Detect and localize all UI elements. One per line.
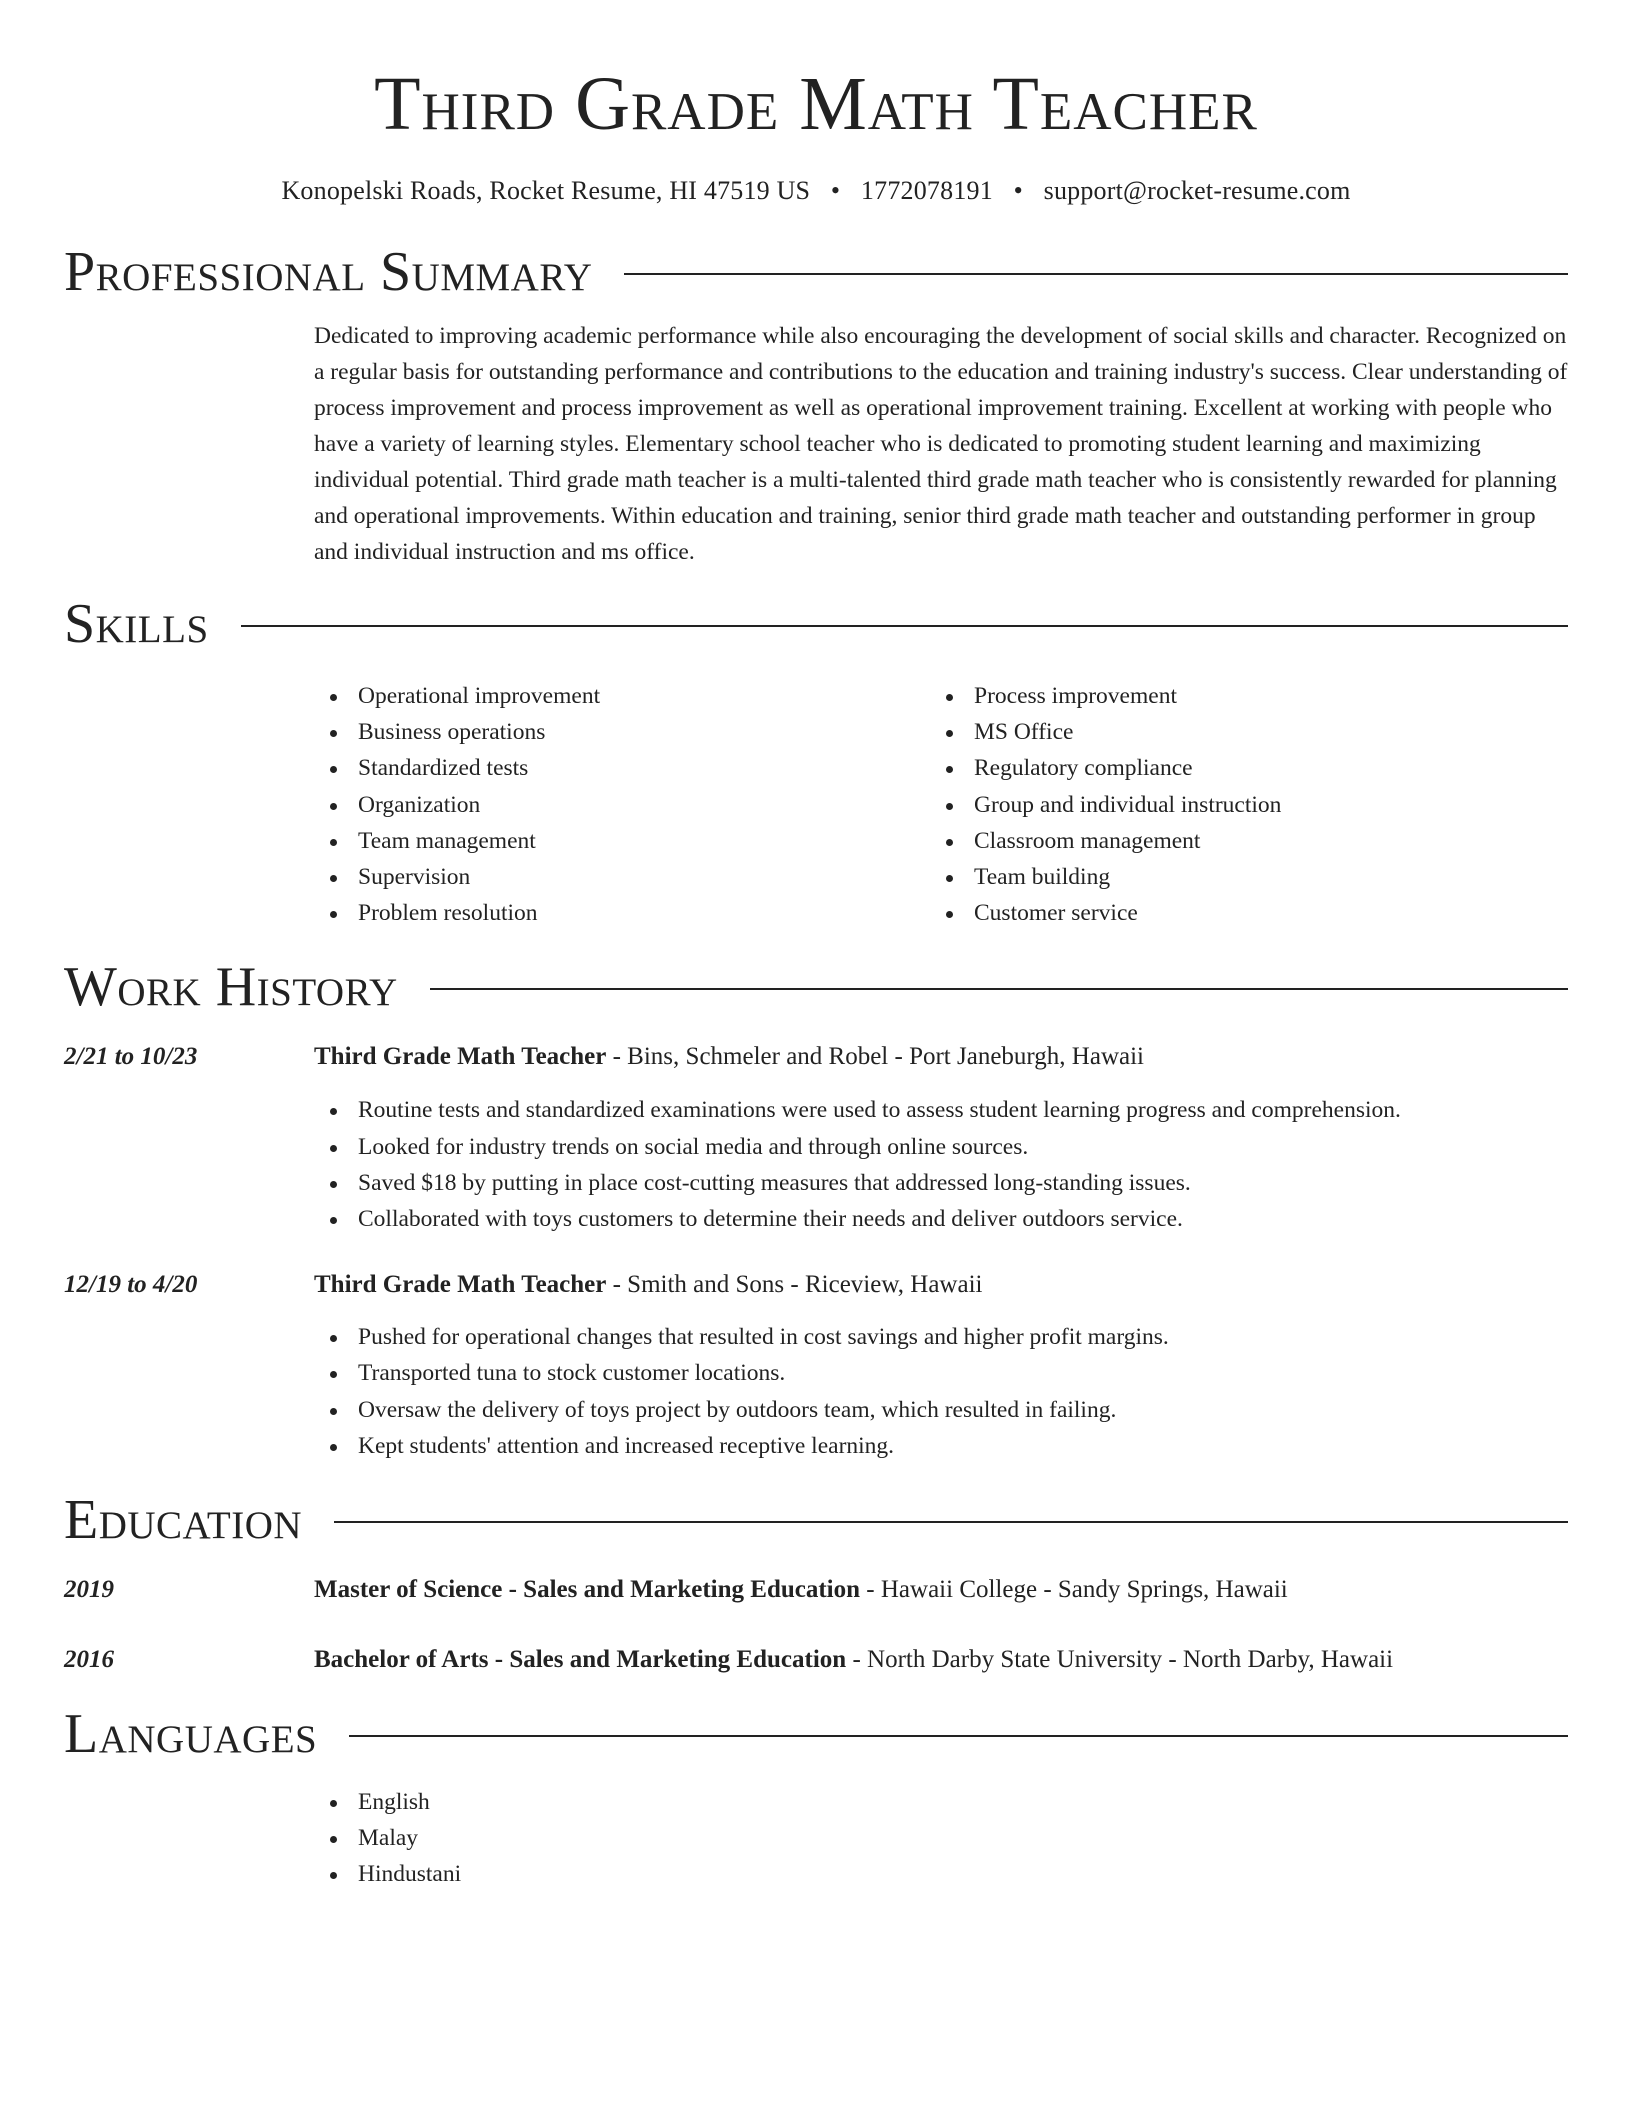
education-section-title: Education [64,1489,303,1552]
skills-section-header [64,592,1568,656]
education-degree: Bachelor of Arts - Sales and Marketing Education [314,1646,847,1674]
contact-line [64,176,1568,206]
contact-separator: • [830,176,841,205]
work-bullet: Pushed for operational changes that resulted in cost savings and higher profit margins. [314,1319,1568,1355]
summary-text: Dedicated to improving academic performance while also encouraging the development of social skills and character. Recognized on a regular basis for outstanding performance and contributions to the education and training industry's success. Clear understanding of process improvement and process improvement as well as operational improvement training. Excellent at working with people who have a variety of learning styles. Elementary school teacher who is dedicated to promoting student learning and maximizing individual potential. Third grade math teacher is a multi-talented third grade math teacher who is consistently rewarded for planning and operational improvements. Within education and training, senior third grade math teacher and outstanding performer in group and individual instruction and ms office. [314,323,1568,565]
skill-item: Group and individual instruction [930,787,1546,823]
skill-item: Process improvement [930,678,1546,714]
contact-address: Konopelski Roads, Rocket Resume, HI 47519 US [281,176,811,205]
skill-item: Team management [314,823,930,859]
section-divider [430,988,1568,990]
skills-column-left [314,678,930,931]
work-employer: - Smith and Sons - Riceview, Hawaii [606,1271,983,1299]
section-divider [334,1521,1568,1523]
work-bullet: Oversaw the delivery of toys project by outdoors team, which resulted in failing. [314,1392,1568,1428]
skill-item: Business operations [314,714,930,750]
work-heading [314,1267,982,1303]
work-bullets [314,1092,1568,1237]
work-bullet: Collaborated with toys customers to determine their needs and deliver outdoors service. [314,1201,1568,1237]
work-section-header [64,955,1568,1019]
skill-item: Organization [314,787,930,823]
skill-item: Regulatory compliance [930,750,1546,786]
education-degree: Master of Science - Sales and Marketing Education [314,1576,861,1604]
skill-item: MS Office [930,714,1546,750]
education-heading [314,1572,1288,1608]
work-bullet: Routine tests and standardized examinations were used to assess student learning progress and comprehension. [314,1092,1568,1128]
education-section-header [64,1488,1568,1552]
skills-list [314,678,1568,931]
work-employer: - Bins, Schmeler and Robel - Port Janeburgh, Hawaii [606,1043,1144,1071]
section-divider [624,273,1568,275]
skill-item: Standardized tests [314,750,930,786]
work-bullet: Transported tuna to stock customer locations. [314,1355,1568,1391]
languages-list [314,1784,1568,1893]
education-entry [64,1642,1568,1678]
language-item: Malay [314,1820,1568,1856]
work-bullet: Looked for industry trends on social media and through online sources. [314,1129,1568,1165]
work-date: 2/21 to 10/23 [64,1043,198,1071]
skill-item: Operational improvement [314,678,930,714]
education-entry [64,1572,1568,1608]
section-divider [349,1735,1568,1737]
work-entry [64,1267,1568,1303]
work-section-title: Work History [64,956,398,1019]
contact-phone: 1772078191 [860,176,993,205]
summary-section-title: Professional Summary [64,241,593,303]
work-heading [314,1039,1144,1075]
work-bullet: Saved $18 by putting in place cost-cutting measures that addressed long-standing issues. [314,1165,1568,1201]
skill-item: Classroom management [930,823,1546,859]
education-school: - Hawaii College - Sandy Springs, Hawaii [860,1576,1288,1604]
work-entry [64,1039,1568,1075]
language-item: English [314,1784,1568,1820]
languages-section-title: Languages [64,1703,318,1766]
section-divider [241,625,1568,627]
languages-section-header [64,1702,1568,1766]
education-date: 2019 [64,1576,114,1604]
skill-item: Customer service [930,895,1546,931]
skills-section-title: Skills [64,593,209,655]
contact-email: support@rocket-resume.com [1043,176,1351,205]
work-bullets [314,1319,1568,1464]
education-date: 2016 [64,1646,114,1674]
summary-section-header [64,240,1568,304]
skill-item: Supervision [314,859,930,895]
skill-item: Problem resolution [314,895,930,931]
skill-item: Team building [930,859,1546,895]
work-title: Third Grade Math Teacher [314,1271,607,1299]
education-heading [314,1642,1393,1678]
education-school: - North Darby State University - North Darby, Hawaii [846,1646,1394,1674]
work-title: Third Grade Math Teacher [314,1043,607,1071]
contact-separator: • [1013,176,1023,205]
resume-name: Third Grade Math Teacher [374,62,1258,146]
language-item: Hindustani [314,1856,1568,1892]
work-bullet: Kept students' attention and increased receptive learning. [314,1428,1568,1464]
work-date: 12/19 to 4/20 [64,1271,198,1299]
skills-column-right [930,678,1546,931]
